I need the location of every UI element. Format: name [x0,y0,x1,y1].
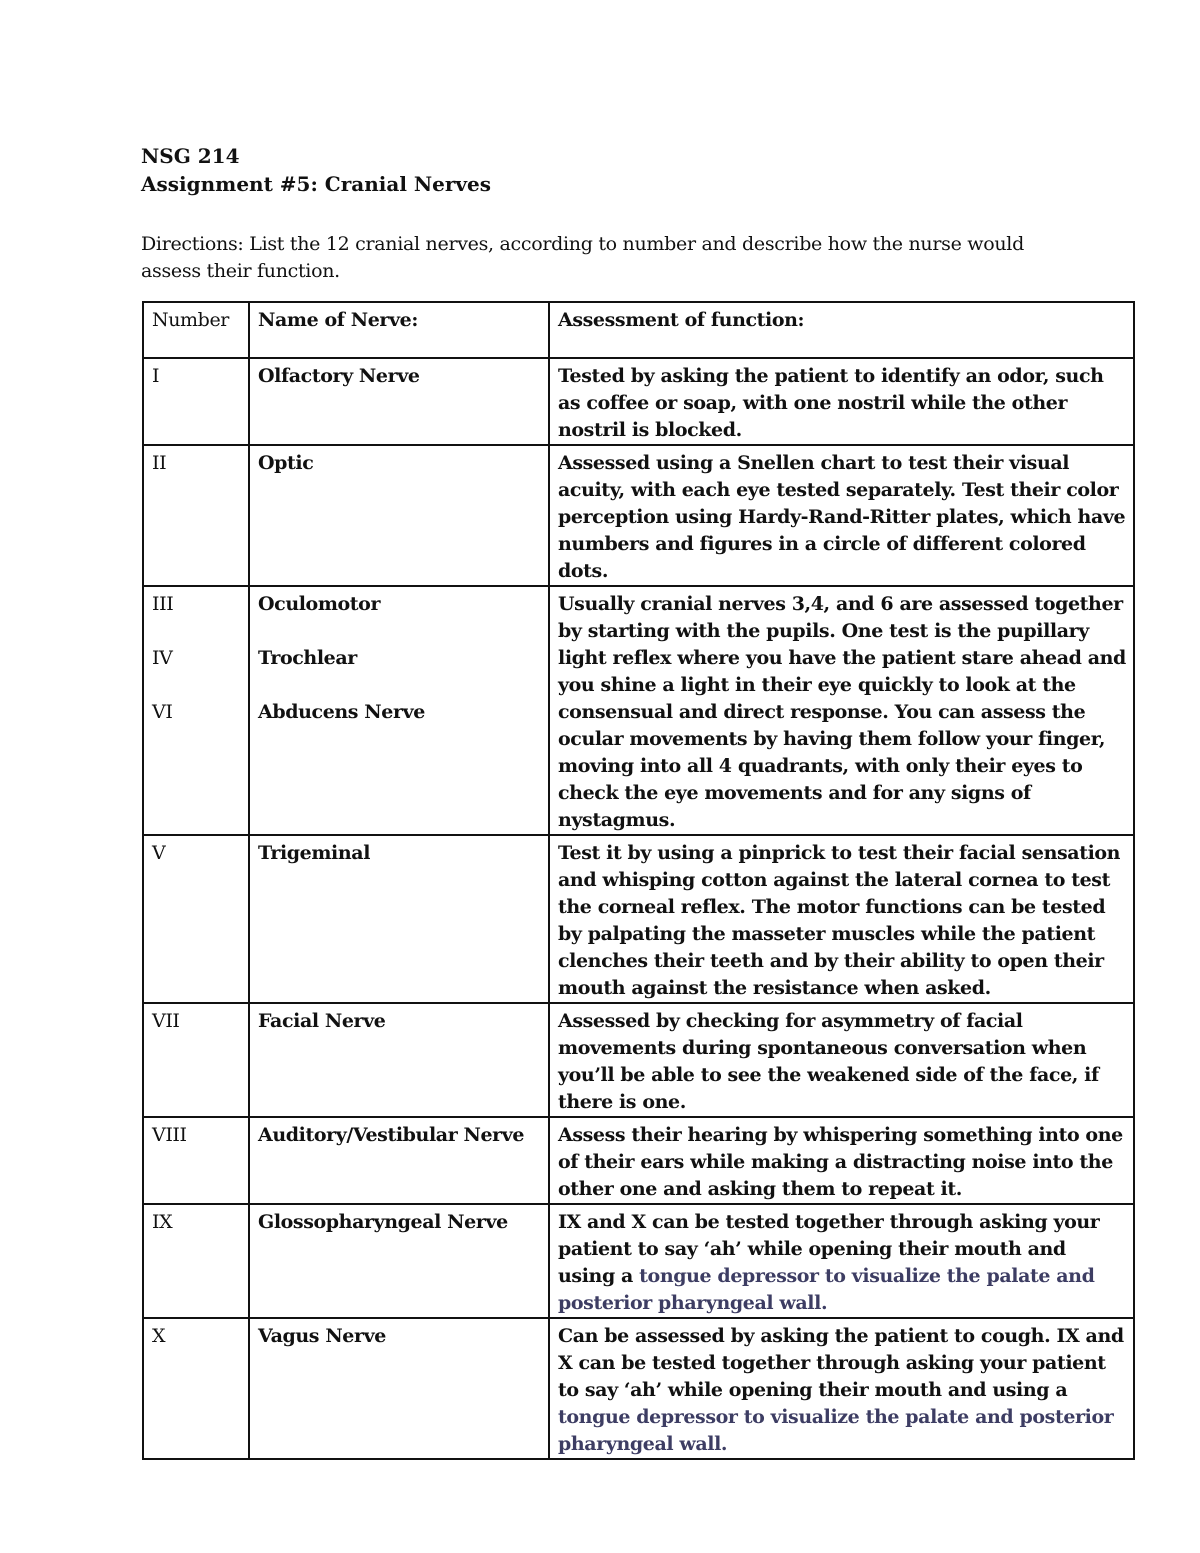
nerve-number: VIII [143,1117,249,1204]
directions-text: Directions: List the 12 cranial nerves, according to number and describe how the nurse would assess their function. [141,233,1024,282]
cranial-nerves-table [142,301,1135,1460]
assessment-text-highlight: tongue depressor to visualize the palate and posterior pharyngeal wall. [558,1265,1095,1314]
nerve-assessment [549,1318,1134,1459]
nerve-number: IV [152,647,173,669]
course-code: NSG 214 [141,144,240,168]
nerve-name: Olfactory Nerve [249,358,549,445]
nerve-number: I [143,358,249,445]
table-row [143,835,1134,1003]
nerve-number: II [143,445,249,586]
nerve-number: X [143,1318,249,1459]
column-header-name: Name of Nerve: [249,302,549,358]
nerve-assessment: Assessed by checking for asymmetry of facial movements during spontaneous conversation when you’ll be able to see the weakened side of the face, if there is one. [549,1003,1134,1117]
nerve-number: V [143,835,249,1003]
nerve-name: Abducens Nerve [258,701,425,723]
table-row [143,445,1134,586]
nerve-number: IX [143,1204,249,1318]
table-row [143,1204,1134,1318]
table-row [143,1003,1134,1117]
nerve-assessment: Test it by using a pinprick to test their facial sensation and whisping cotton against the lateral cornea to test the corneal reflex. The motor functions can be tested by palpating the masseter muscles while the patient clenches their teeth and by their ability to open their mouth against the resistance when asked. [549,835,1134,1003]
nerve-name: Auditory/Vestibular Nerve [249,1117,549,1204]
nerve-assessment: Assessed using a Snellen chart to test their visual acuity, with each eye tested separately. Test their color perception using Hardy-Rand-Ritter plates, which have numbers and figures in a circle of different colored dots. [549,445,1134,586]
nerve-name: Trochlear [258,647,357,669]
assessment-text-highlight: tongue depressor to visualize the palate and posterior pharyngeal wall. [558,1406,1114,1455]
nerve-assessment: Tested by asking the patient to identify an odor, such as coffee or soap, with one nostril while the other nostril is blocked. [549,358,1134,445]
assignment-title: Assignment #5: Cranial Nerves [141,172,492,196]
table-header-row [143,302,1134,358]
table-row [143,358,1134,445]
nerve-number: III [152,593,174,615]
nerve-number-group [143,586,249,835]
nerve-number: VI [152,701,173,723]
nerve-assessment [549,1204,1134,1318]
nerve-name: Oculomotor [258,593,381,615]
column-header-assessment: Assessment of function: [549,302,1134,358]
table-row [143,1318,1134,1459]
nerve-name: Optic [249,445,549,586]
document-header [141,142,491,198]
nerve-name-group [249,586,549,835]
table-row [143,1117,1134,1204]
nerve-name: Facial Nerve [249,1003,549,1117]
assessment-text: IX and X can be tested together through asking your patient to say ‘ah’ while opening their mouth and using a [558,1211,1100,1287]
nerve-name: Vagus Nerve [249,1318,549,1459]
column-header-number: Number [143,302,249,358]
nerve-assessment: Usually cranial nerves 3,4, and 6 are assessed together by starting with the pupils. One test is the pupillary light reflex where you have the patient stare ahead and you shine a light in their eye quickly to look at the consensual and direct response. You can assess the ocular movements by having them follow your finger, moving into all 4 quadrants, with only their eyes to check the eye movements and for any signs of nystagmus. [549,586,1134,835]
nerve-number: VII [143,1003,249,1117]
assessment-text: Can be assessed by asking the patient to cough. IX and X can be tested together through asking your patient to say ‘ah’ while opening their mouth and using a [558,1325,1124,1401]
nerve-name: Trigeminal [249,835,549,1003]
nerve-assessment: Assess their hearing by whispering something into one of their ears while making a distracting noise into the other one and asking them to repeat it. [549,1117,1134,1204]
nerve-name: Glossopharyngeal Nerve [249,1204,549,1318]
table-row [143,586,1134,835]
